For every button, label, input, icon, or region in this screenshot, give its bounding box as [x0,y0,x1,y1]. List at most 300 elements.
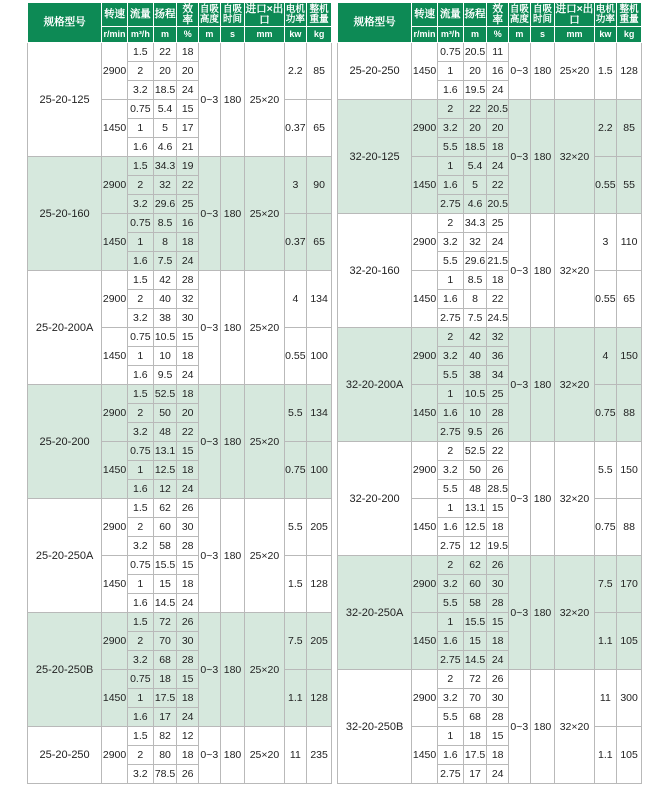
header-suck-h: 自吸 高度 [199,3,219,25]
unit-power: kw [284,27,307,43]
head-cell: 48 [153,423,177,442]
head-cell: 32 [463,233,487,252]
table-row [28,157,332,176]
eff-cell: 24 [177,594,199,613]
eff-cell: 15 [177,100,199,119]
head-cell: 12.5 [153,461,177,480]
suction-time-cell: 180 [530,214,555,328]
suction-time-cell: 180 [220,727,245,784]
weight-cell: 85 [307,43,332,100]
speed-cell: 2900 [102,613,128,670]
power-cell: 5.5 [594,442,617,499]
flow-cell: 1.6 [127,252,153,271]
suction-height-cell: 0~3 [509,43,531,100]
head-cell: 8.5 [463,271,487,290]
suction-time-cell: 180 [220,499,245,613]
suction-time-cell: 180 [220,271,245,385]
weight-cell: 90 [307,157,332,214]
head-cell: 18 [463,727,487,746]
flow-cell: 1.6 [437,746,463,765]
unit-power: kw [594,27,617,43]
flow-cell: 2.75 [437,651,463,670]
weight-cell: 105 [617,727,642,784]
eff-cell: 30 [177,632,199,651]
flow-cell: 1 [127,461,153,480]
eff-cell: 18 [177,233,199,252]
unit-head: m [153,27,177,43]
speed-cell: 1450 [412,43,438,100]
eff-cell: 18 [177,746,199,765]
eff-cell: 20.5 [487,195,509,214]
flow-cell: 3.2 [437,119,463,138]
header-power: 电机 功率 [285,3,305,25]
eff-cell: 28 [487,708,509,727]
power-cell: 7.5 [284,613,307,670]
flow-cell: 1.5 [127,271,153,290]
port-size-cell: 32×20 [555,442,594,556]
flow-cell: 3.2 [437,461,463,480]
flow-cell: 1.6 [437,518,463,537]
suction-height-cell: 0~3 [199,43,221,157]
head-cell: 18.5 [463,138,487,157]
speed-cell: 1450 [102,100,128,157]
speed-cell: 1450 [102,556,128,613]
eff-cell: 24 [487,651,509,670]
flow-cell: 3.2 [127,309,153,328]
table-row [338,556,642,575]
header-weight: 整机 重量 [307,3,332,27]
suction-height-cell: 0~3 [509,442,531,556]
unit-speed: r/min [412,27,438,43]
model-cell: 32-20-200A [338,328,412,442]
head-cell: 10.5 [463,385,487,404]
head-cell: 4.6 [153,138,177,157]
flow-cell: 0.75 [127,100,153,119]
eff-cell: 30 [177,309,199,328]
power-cell: 0.55 [594,157,617,214]
eff-cell: 26 [487,461,509,480]
head-cell: 32 [153,176,177,195]
table-row [28,499,332,518]
flow-cell: 1.6 [437,404,463,423]
flow-cell: 3.2 [127,423,153,442]
eff-cell: 28 [177,271,199,290]
model-cell: 25-20-125 [28,43,102,157]
head-cell: 62 [463,556,487,575]
power-cell: 2.2 [284,43,307,100]
head-cell: 13.1 [463,499,487,518]
flow-cell: 1.6 [437,632,463,651]
port-size-cell: 25×20 [245,499,284,613]
speed-cell: 2900 [412,100,438,157]
head-cell: 20 [463,62,487,81]
suction-time-cell: 180 [220,613,245,727]
table-row [28,271,332,290]
flow-cell: 5.5 [437,138,463,157]
head-cell: 20 [153,62,177,81]
head-cell: 22 [463,100,487,119]
flow-cell: 0.75 [127,214,153,233]
weight-cell: 85 [617,100,642,157]
suction-height-cell: 0~3 [509,556,531,670]
eff-cell: 24 [487,157,509,176]
eff-cell: 24.5 [487,309,509,328]
flow-cell: 2 [127,290,153,309]
eff-cell: 18 [487,138,509,157]
unit-port: mm [555,27,594,43]
table-row [28,43,332,62]
eff-cell: 18 [177,689,199,708]
eff-cell: 11 [487,43,509,62]
speed-cell: 1450 [412,385,438,442]
speed-cell: 1450 [412,613,438,670]
eff-cell: 19.5 [487,537,509,556]
header-row [28,3,332,27]
eff-cell: 30 [487,689,509,708]
weight-cell: 110 [617,214,642,271]
eff-cell: 12 [177,727,199,746]
model-cell: 25-20-250 [338,43,412,100]
flow-cell: 3.2 [127,651,153,670]
speed-cell: 1450 [102,328,128,385]
head-cell: 78.5 [153,765,177,784]
port-size-cell: 25×20 [555,43,594,100]
flow-cell: 1 [437,62,463,81]
flow-cell: 2 [437,442,463,461]
eff-cell: 28 [177,651,199,670]
head-cell: 17.5 [463,746,487,765]
flow-cell: 1.5 [127,613,153,632]
speed-cell: 2900 [102,271,128,328]
port-size-cell: 25×20 [245,271,284,385]
table-row [28,613,332,632]
speed-cell: 1450 [412,271,438,328]
flow-cell: 2.75 [437,537,463,556]
eff-cell: 15 [487,613,509,632]
power-cell: 0.55 [284,328,307,385]
flow-cell: 2.75 [437,309,463,328]
power-cell: 5.5 [284,385,307,442]
head-cell: 15.5 [463,613,487,632]
suction-time-cell: 180 [220,43,245,157]
suction-height-cell: 0~3 [509,670,531,784]
header-port: 进口×出口 [555,3,594,26]
header-suck-t: 自吸 时间 [530,3,555,27]
flow-cell: 1.5 [127,727,153,746]
speed-cell: 1450 [412,727,438,784]
port-size-cell: 32×20 [555,328,594,442]
eff-cell: 28.5 [487,480,509,499]
weight-cell: 65 [617,271,642,328]
eff-cell: 24 [487,765,509,784]
flow-cell: 1.6 [127,594,153,613]
weight-cell: 100 [307,442,332,499]
flow-cell: 1.6 [437,81,463,100]
table-row [338,43,642,62]
flow-cell: 5.5 [437,252,463,271]
eff-cell: 18 [177,43,199,62]
head-cell: 15 [153,575,177,594]
flow-cell: 2 [127,404,153,423]
table-row [338,100,642,119]
head-cell: 60 [463,575,487,594]
flow-cell: 1 [437,385,463,404]
weight-cell: 134 [307,385,332,442]
eff-cell: 26 [177,613,199,632]
weight-cell: 300 [617,670,642,727]
suction-time-cell: 180 [530,43,555,100]
head-cell: 15.5 [153,556,177,575]
unit-suck-h: m [199,27,221,43]
eff-cell: 24 [487,233,509,252]
header-speed: 转速 [412,3,438,27]
power-cell: 0.75 [284,442,307,499]
flow-cell: 2.75 [437,765,463,784]
flow-cell: 2 [437,328,463,347]
power-cell: 3 [594,214,617,271]
power-cell: 5.5 [284,499,307,556]
power-cell: 0.55 [594,271,617,328]
head-cell: 72 [463,670,487,689]
header-suck-h: 自吸 高度 [509,3,529,25]
eff-cell: 28 [487,594,509,613]
flow-cell: 1.5 [127,499,153,518]
head-cell: 68 [153,651,177,670]
table-row [338,670,642,689]
eff-cell: 15 [177,556,199,575]
flow-cell: 2 [437,214,463,233]
header-eff: 效率 [487,3,509,27]
head-cell: 58 [153,537,177,556]
head-cell: 80 [153,746,177,765]
flow-cell: 3.2 [437,347,463,366]
flow-cell: 1.6 [127,138,153,157]
eff-cell: 15 [177,670,199,689]
flow-cell: 3.2 [127,765,153,784]
flow-cell: 1 [437,271,463,290]
eff-cell: 19 [177,157,199,176]
speed-cell: 2900 [102,727,128,784]
unit-speed: r/min [102,27,128,43]
eff-cell: 22 [177,423,199,442]
eff-cell: 24 [177,81,199,100]
power-cell: 1.1 [284,670,307,727]
flow-cell: 1 [437,727,463,746]
head-cell: 34.3 [153,157,177,176]
flow-cell: 5.5 [437,480,463,499]
flow-cell: 0.75 [437,43,463,62]
head-cell: 14.5 [463,651,487,670]
flow-cell: 1.5 [127,43,153,62]
eff-cell: 26 [177,499,199,518]
head-cell: 18.5 [153,81,177,100]
eff-cell: 18 [487,632,509,651]
port-size-cell: 32×20 [555,100,594,214]
flow-cell: 2 [127,518,153,537]
head-cell: 82 [153,727,177,746]
head-cell: 18 [153,670,177,689]
eff-cell: 22 [177,176,199,195]
suction-time-cell: 180 [220,385,245,499]
flow-cell: 0.75 [127,670,153,689]
eff-cell: 36 [487,347,509,366]
unit-port: mm [245,27,284,43]
power-cell: 3 [284,157,307,214]
head-cell: 42 [463,328,487,347]
eff-cell: 25 [487,385,509,404]
suction-time-cell: 180 [530,670,555,784]
eff-cell: 24 [487,81,509,100]
head-cell: 15 [463,632,487,651]
weight-cell: 150 [617,442,642,499]
head-cell: 17 [463,765,487,784]
flow-cell: 1 [127,575,153,594]
port-size-cell: 32×20 [555,670,594,784]
eff-cell: 20 [487,119,509,138]
flow-cell: 2 [437,670,463,689]
power-cell: 1.1 [594,613,617,670]
model-cell: 25-20-160 [28,157,102,271]
power-cell: 2.2 [594,100,617,157]
eff-cell: 24 [177,480,199,499]
head-cell: 48 [463,480,487,499]
port-size-cell: 25×20 [245,613,284,727]
eff-cell: 15 [177,328,199,347]
flow-cell: 5.5 [437,708,463,727]
unit-suck-t: s [220,27,245,43]
eff-cell: 22 [487,176,509,195]
unit-head: m [463,27,487,43]
eff-cell: 26 [487,670,509,689]
model-cell: 32-20-200 [338,442,412,556]
speed-cell: 2900 [412,556,438,613]
flow-cell: 1.5 [127,157,153,176]
head-cell: 10 [463,404,487,423]
eff-cell: 18 [177,385,199,404]
unit-eff: % [487,27,509,43]
head-cell: 70 [153,632,177,651]
header-port: 进口×出口 [245,3,284,26]
eff-cell: 20.5 [487,100,509,119]
weight-cell: 88 [617,385,642,442]
flow-cell: 2 [437,556,463,575]
head-cell: 22 [153,43,177,62]
flow-cell: 1.6 [437,290,463,309]
suction-height-cell: 0~3 [509,328,531,442]
flow-cell: 1 [437,157,463,176]
head-cell: 58 [463,594,487,613]
flow-cell: 1.6 [127,366,153,385]
header-suck-t: 自吸 时间 [220,3,245,27]
unit-flow: m³/h [127,27,153,43]
flow-cell: 2.75 [437,195,463,214]
unit-suck-h: m [509,27,531,43]
eff-cell: 24 [177,708,199,727]
eff-cell: 20 [177,404,199,423]
header-head: 扬程 [463,3,487,27]
head-cell: 5 [153,119,177,138]
weight-cell: 128 [307,556,332,613]
flow-cell: 1.6 [127,480,153,499]
head-cell: 12 [153,480,177,499]
flow-cell: 1.6 [127,708,153,727]
suction-time-cell: 180 [530,100,555,214]
eff-cell: 18 [177,347,199,366]
model-cell: 25-20-200 [28,385,102,499]
head-cell: 8 [153,233,177,252]
head-cell: 70 [463,689,487,708]
eff-cell: 15 [177,442,199,461]
eff-cell: 24 [177,252,199,271]
spec-table-right [337,3,642,784]
flow-cell: 3.2 [127,195,153,214]
flow-cell: 0.75 [127,556,153,575]
head-cell: 17.5 [153,689,177,708]
table-row [338,442,642,461]
speed-cell: 2900 [412,214,438,271]
suction-height-cell: 0~3 [199,613,221,727]
flow-cell: 1 [127,233,153,252]
suction-time-cell: 180 [530,442,555,556]
eff-cell: 32 [177,290,199,309]
eff-cell: 16 [177,214,199,233]
head-cell: 40 [153,290,177,309]
flow-cell: 1 [127,689,153,708]
eff-cell: 18 [177,575,199,594]
eff-cell: 18 [177,461,199,480]
flow-cell: 0.75 [127,328,153,347]
eff-cell: 26 [487,556,509,575]
head-cell: 5 [463,176,487,195]
weight-cell: 65 [307,100,332,157]
head-cell: 5.4 [463,157,487,176]
power-cell: 7.5 [594,556,617,613]
head-cell: 60 [153,518,177,537]
speed-cell: 1450 [102,670,128,727]
weight-cell: 128 [617,43,642,100]
weight-cell: 55 [617,157,642,214]
head-cell: 38 [153,309,177,328]
model-cell: 32-20-160 [338,214,412,328]
head-cell: 42 [153,271,177,290]
header-flow: 流量 [127,3,153,27]
suction-time-cell: 180 [530,556,555,670]
unit-weight: kg [617,27,642,43]
power-cell: 1.5 [284,556,307,613]
speed-cell: 2900 [102,43,128,100]
head-cell: 9.5 [463,423,487,442]
port-size-cell: 25×20 [245,157,284,271]
table-row [28,727,332,746]
eff-cell: 21.5 [487,252,509,271]
flow-cell: 3.2 [437,575,463,594]
power-cell: 11 [284,727,307,784]
speed-cell: 2900 [102,385,128,442]
flow-cell: 1 [127,347,153,366]
head-cell: 5.4 [153,100,177,119]
header-flow: 流量 [437,3,463,27]
header-eff: 效率 [177,3,199,27]
eff-cell: 34 [487,366,509,385]
speed-cell: 1450 [102,214,128,271]
header-weight: 整机 重量 [617,3,642,27]
flow-cell: 5.5 [437,366,463,385]
header-model: 规格型号 [28,3,102,43]
speed-cell: 2900 [102,157,128,214]
power-cell: 0.37 [284,214,307,271]
port-size-cell: 25×20 [245,727,284,784]
flow-cell: 3.2 [127,537,153,556]
